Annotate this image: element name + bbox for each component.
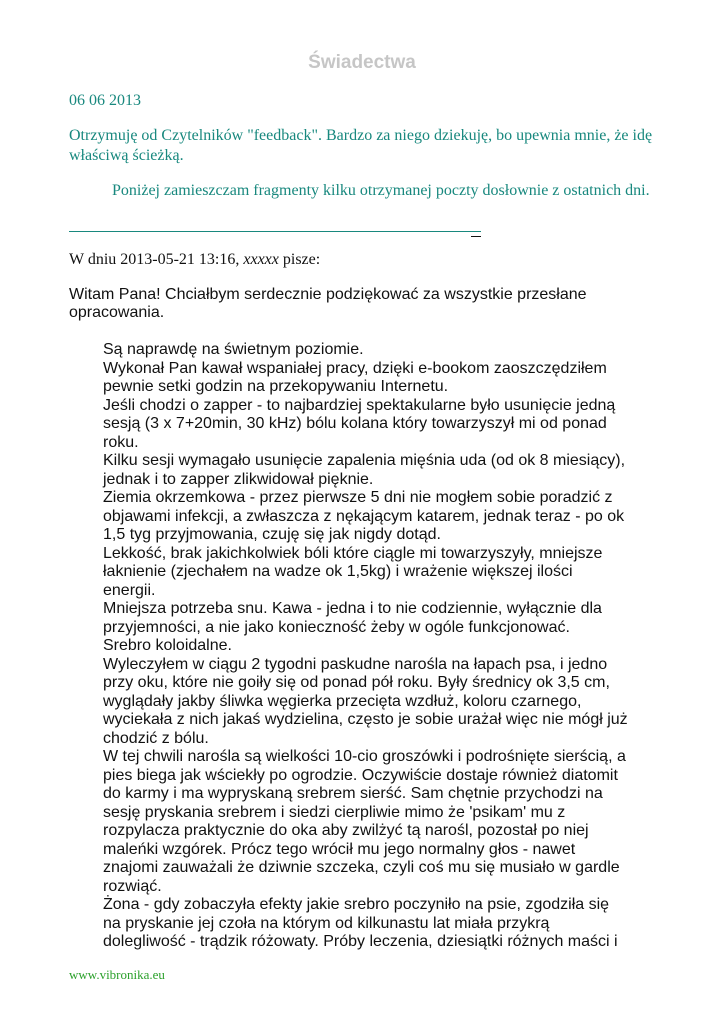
email-header-suffix: pisze: (278, 251, 321, 268)
email-author: xxxxx (243, 251, 279, 268)
email-paragraph: W tej chwili narośla są wielkości 10-cio groszówki i podrośnięte sierścią, a pies biega jak wściekły po ogrodzie. Oczywiście dostaje również diatomit do karmy i ma wypryskaną srebrem sierść. Sam chętnie przychodzi na sesję pryskania srebrem i siedzi cierpliwie mimo że 'psikam' mu z rozpylacza praktycznie do oka aby zwilżyć tą narośl, pozostał po niej maleńki wzgórek. Prócz tego wrócił mu jego normalny głos - nawet znajomi zauważali że dziwnie szczeka, czyli coś mu się musiało w gardle rozwiąć. (103, 748, 626, 895)
email-greeting: Witam Pana! Chciałbym serdecznie podziękować za wszystkie przesłane opracowania. (69, 286, 587, 322)
email-paragraph: Są naprawdę na świetnym poziomie. (103, 341, 364, 358)
email-body (103, 341, 628, 952)
email-paragraph: Wyleczyłem w ciągu 2 tygodni paskudne narośla na łapach psa, i jedno przy oku, które nie goiły się od ponad pół roku. Były średnicy ok 3,5 cm, wyglądały jakby śliwka węgierka przecięta wzdłuż, koloru czarnego, wyciekała z nich jakaś wydzielina, często je sobie urażał więc nie mógł już chodzić z bólu. (103, 655, 628, 747)
intro-subtext: Poniżej zamieszczam fragmenty kilku otrzymanej poczty dosłownie z ostatnich dni. (112, 182, 650, 199)
email-paragraph: Wykonał Pan kawał wspaniałej pracy, dzięki e-bookom zaoszczędziłem pewnie setki godzin na przekopywaniu Internetu. (103, 359, 607, 395)
email-header (69, 251, 320, 269)
email-paragraph: Jeśli chodzi o zapper - to najbardziej spektakularne było usunięcie jedną sesją (3 x 7+20min, 30 kHz) bólu kolana który towarzyszył mi od ponad roku. (103, 396, 616, 451)
email-paragraph: Żona - gdy zobaczyła efekty jakie srebro poczyniło na psie, zgodziła się na pryskanie jej czoła na którym od kilkunastu lat miała przykrą dolegliwość - trądzik różowaty. Próby leczenia, dziesiątki różnych maści i (103, 896, 618, 950)
separator-line-tail (471, 236, 481, 237)
email-paragraph: Srebro koloidalne. (103, 637, 232, 654)
email-paragraph: Lekkość, brak jakichkolwiek bóli które ciągle mi towarzyszyły, mniejsze łaknienie (zjechałem na wadze ok 1,5kg) i wrażenie większej ilości energii. (103, 544, 603, 599)
email-header-prefix: W dniu 2013-05-21 13:16, (69, 251, 244, 268)
footer-site-link[interactable]: www.vibronika.eu (69, 967, 165, 982)
email-paragraph: Ziemia okrzemkowa - przez pierwsze 5 dni nie mogłem sobie poradzić z objawami infekcji, a zwłaszcza z nękającym katarem, jednak teraz - po ok 1,5 tyg przyjmowania, czuję się jak nigdy dotąd. (103, 489, 625, 543)
email-paragraph: Kilku sesji wymagało usunięcie zapalenia mięśnia uda (od ok 8 miesiący), jednak i to zapper zlikwidował pięknie. (103, 452, 626, 488)
page-title: Świadectwa (308, 52, 416, 73)
email-paragraph: Mniejsza potrzeba snu. Kawa - jedna i to nie codziennie, wyłącznie dla przyjemności, a nie jako konieczność żeby w ogóle funkcjonować. (103, 600, 602, 636)
separator-line (69, 231, 481, 232)
post-date: 06 06 2013 (69, 92, 141, 109)
intro-text: Otrzymuję od Czytelników "feedback". Bardzo za niego dziekuję, bo upewnia mnie, że idę właściwą ścieżką. (69, 127, 653, 164)
